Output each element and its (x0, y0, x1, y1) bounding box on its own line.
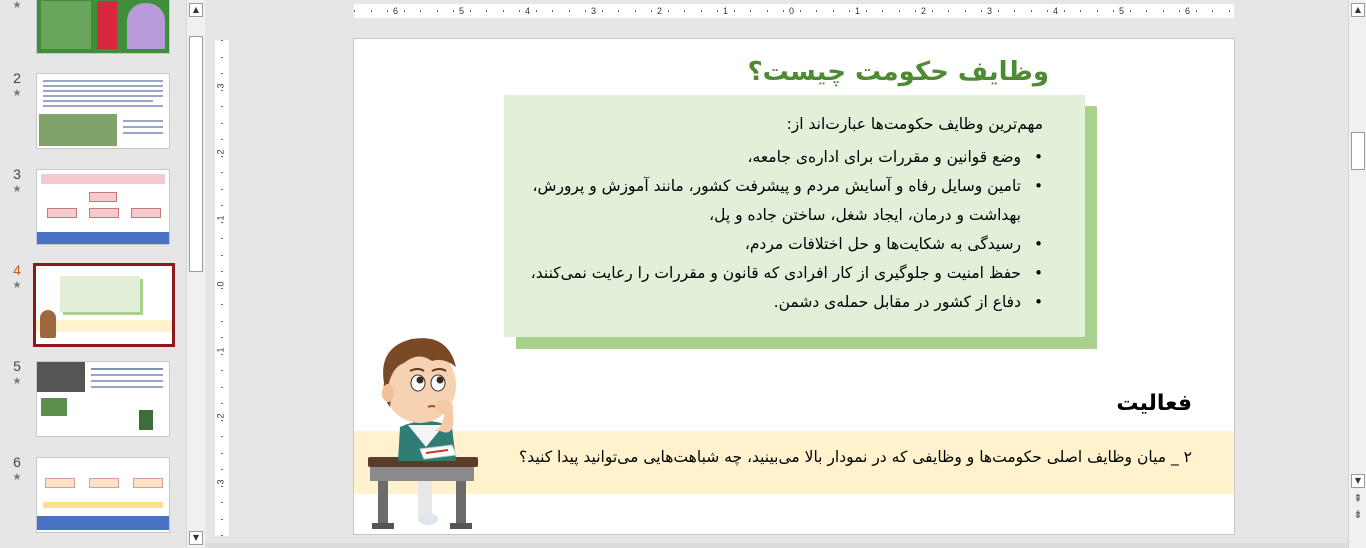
slide-canvas[interactable] (353, 38, 1235, 535)
thumbnail-star-icon: ★ (12, 280, 22, 291)
thumbnail-image (133, 478, 163, 488)
thumbnail-image (40, 310, 56, 338)
ruler-tick (701, 10, 702, 12)
ruler-label: 3 (215, 83, 226, 89)
thumbnail-image (45, 478, 75, 488)
ruler-label: 5 (1119, 6, 1125, 16)
ruler-tick (1097, 10, 1098, 12)
next-slide-icon[interactable]: ⇟ (1353, 508, 1363, 521)
ruler-tick (221, 172, 223, 173)
ruler-tick (717, 10, 718, 12)
ruler-tick (420, 10, 421, 12)
ruler-tick (932, 10, 933, 12)
ruler-tick (899, 10, 900, 12)
ruler-tick (221, 436, 223, 437)
ruler-tick (470, 10, 471, 12)
ruler-label: 4 (525, 6, 531, 16)
ruler-tick (1130, 10, 1131, 12)
ruler-tick (221, 535, 223, 536)
ruler-tick (221, 40, 223, 41)
ruler-tick (371, 10, 372, 12)
ruler-tick (437, 10, 438, 12)
ruler-tick (998, 10, 999, 12)
ruler-tick (221, 304, 223, 305)
ruler-tick (221, 156, 223, 157)
ruler-tick (221, 238, 223, 239)
ruler-label: 0 (789, 6, 795, 16)
ruler-tick (503, 10, 504, 12)
ruler-tick (668, 10, 669, 12)
slide-title[interactable]: وظایف حکومت چیست؟ (747, 57, 1049, 87)
ruler-label: 5 (459, 6, 465, 16)
thumbnail-number: 6 (13, 454, 21, 470)
ruler-tick (221, 57, 223, 58)
scroll-up-arrow-icon[interactable]: ▲ (1351, 3, 1365, 17)
ruler-tick (221, 337, 223, 338)
ruler-tick (221, 354, 223, 355)
activity-heading[interactable]: فعالیت (1116, 391, 1192, 416)
ruler-tick (221, 189, 223, 190)
ruler-tick (221, 453, 223, 454)
slide-thumbnail-5[interactable] (36, 361, 170, 437)
ruler-tick (1080, 10, 1081, 12)
slide-thumbnail-6[interactable] (36, 457, 170, 533)
thumbnail-number: 5 (13, 358, 21, 374)
ruler-tick (221, 271, 223, 272)
ruler-tick (221, 420, 223, 421)
ruler-tick (221, 205, 223, 206)
ruler-tick (552, 10, 553, 12)
ruler-tick (536, 10, 537, 12)
ruler-label: 3 (591, 6, 597, 16)
thinking-boy-illustration[interactable] (353, 327, 480, 532)
thumbnail-image (41, 398, 67, 416)
thumbnail-number: 4 (13, 262, 21, 278)
ruler-tick (1064, 10, 1065, 12)
scroll-down-arrow-icon[interactable]: ▼ (1351, 474, 1365, 488)
ruler-tick (618, 10, 619, 12)
ruler-tick (221, 90, 223, 91)
ruler-tick (221, 139, 223, 140)
ruler-tick (221, 370, 223, 371)
slide-thumbnail-1[interactable] (36, 0, 170, 54)
ruler-tick (221, 222, 223, 223)
thumbnail-image (41, 1, 91, 49)
ruler-tick (585, 10, 586, 12)
ruler-tick (635, 10, 636, 12)
thumbnail-image (60, 276, 140, 312)
ruler-tick (569, 10, 570, 12)
question-band[interactable] (354, 431, 1234, 494)
ruler-label: 1 (215, 347, 226, 353)
thumbnail-image (39, 114, 117, 146)
ruler-tick (221, 502, 223, 503)
ruler-label: 2 (921, 6, 927, 16)
thumbnail-image (139, 410, 153, 430)
ruler-tick (1047, 10, 1048, 12)
horizontal-ruler (354, 4, 1234, 18)
ruler-tick (948, 10, 949, 12)
ruler-tick (816, 10, 817, 12)
ruler-label: 6 (393, 6, 399, 16)
ruler-label: 2 (657, 6, 663, 16)
bullet-list (503, 143, 1043, 317)
thumbnail-number: 2 (13, 70, 21, 86)
ruler-tick (1212, 10, 1213, 12)
intro-text: مهم‌ترین وظایف حکومت‌ها عبارت‌اند از: (786, 115, 1043, 133)
ruler-tick (453, 10, 454, 12)
ruler-tick (1113, 10, 1114, 12)
ruler-tick (602, 10, 603, 12)
ruler-tick (1229, 10, 1230, 12)
ruler-label: 2 (215, 413, 226, 419)
ruler-tick (1031, 10, 1032, 12)
thumbnail-star-icon: ★ (12, 88, 22, 99)
thumbnail-image (47, 208, 77, 218)
thumbnail-star-icon: ★ (12, 0, 22, 11)
thumbnail-scrollbar[interactable] (186, 0, 205, 548)
slide-thumbnail-3[interactable] (36, 169, 170, 245)
list-item: • حفظ امنیت و جلوگیری از کار افرادی که قانون و مقررات را رعایت نمی‌کنند، (503, 259, 1043, 288)
thumbnail-image (97, 1, 117, 49)
ruler-tick (221, 321, 223, 322)
ruler-tick (221, 123, 223, 124)
ruler-label: 2 (215, 149, 226, 155)
ruler-tick (734, 10, 735, 12)
slide-scrollbar[interactable] (1348, 0, 1366, 548)
ruler-tick (767, 10, 768, 12)
ruler-tick (981, 10, 982, 12)
ruler-label: 4 (1053, 6, 1059, 16)
ruler-tick (849, 10, 850, 12)
list-item: • تامین وسایل رفاه و آسایش مردم و پیشرفت کشور، مانند آموزش و پرورش، بهداشت و درمان، ایجاد شغل، ساختن جاده و پل، (503, 172, 1043, 230)
ruler-tick (221, 387, 223, 388)
scrollbar-thumb[interactable] (1351, 132, 1365, 170)
question-text: ۲ _ میان وظایف اصلی حکومت‌ها و وظایفی که در نمودار بالا می‌بینید، چه شباهت‌هایی می‌توانید پیدا کنید؟ (519, 448, 1192, 466)
scroll-up-arrow-icon[interactable]: ▲ (189, 3, 203, 17)
ruler-tick (1179, 10, 1180, 12)
ruler-tick (750, 10, 751, 12)
ruler-tick (915, 10, 916, 12)
ruler-tick (221, 519, 223, 520)
ruler-tick (882, 10, 883, 12)
ruler-tick (783, 10, 784, 12)
ruler-tick (519, 10, 520, 12)
ruler-tick (486, 10, 487, 12)
status-divider (205, 543, 1348, 548)
ruler-tick (221, 106, 223, 107)
ruler-tick (965, 10, 966, 12)
ruler-label: 1 (723, 6, 729, 16)
slide-thumbnail-4[interactable] (33, 263, 175, 347)
slide-thumbnail-panel (0, 0, 186, 548)
thumbnail-star-icon: ★ (12, 472, 22, 483)
thumbnail-image (89, 208, 119, 218)
ruler-label: 3 (987, 6, 993, 16)
thumbnail-image (36, 320, 172, 332)
thumbnail-image (37, 516, 169, 530)
list-item: • دفاع از کشور در مقابل حمله‌ی دشمن. (503, 288, 1043, 317)
ruler-tick (800, 10, 801, 12)
ruler-tick (1146, 10, 1147, 12)
ruler-label: 1 (855, 6, 861, 16)
slide-thumbnail-2[interactable] (36, 73, 170, 149)
previous-slide-icon[interactable]: ⇞ (1353, 492, 1363, 505)
ruler-tick (221, 469, 223, 470)
list-item: • وضع قوانین و مقررات برای اداره‌ی جامعه، (503, 143, 1043, 172)
ruler-tick (387, 10, 388, 12)
thumbnail-image (37, 362, 85, 392)
ruler-label: 0 (215, 281, 226, 287)
thumbnail-star-icon: ★ (12, 184, 22, 195)
thumbnail-image (131, 208, 161, 218)
thumbnail-image (37, 232, 169, 244)
ruler-tick (221, 403, 223, 404)
ruler-tick (1014, 10, 1015, 12)
ruler-tick (1196, 10, 1197, 12)
ruler-tick (221, 486, 223, 487)
thumbnail-image (127, 3, 165, 49)
ruler-tick (866, 10, 867, 12)
ruler-label: 6 (1185, 6, 1191, 16)
thumbnail-image (89, 192, 117, 202)
scrollbar-thumb[interactable] (189, 36, 203, 272)
ruler-tick (221, 73, 223, 74)
thumbnail-star-icon: ★ (12, 376, 22, 387)
ruler-tick (651, 10, 652, 12)
vertical-ruler (215, 40, 229, 536)
ruler-label: 1 (215, 215, 226, 221)
ruler-tick (404, 10, 405, 12)
thumbnail-image (41, 174, 165, 184)
content-box[interactable] (504, 95, 1085, 337)
ruler-tick (684, 10, 685, 12)
ruler-tick (1163, 10, 1164, 12)
ruler-tick (354, 10, 355, 12)
scroll-down-arrow-icon[interactable]: ▼ (189, 531, 203, 545)
ruler-tick (833, 10, 834, 12)
ruler-tick (221, 288, 223, 289)
ruler-label: 3 (215, 479, 226, 485)
thumbnail-image (89, 478, 119, 488)
thumbnail-number: 3 (13, 166, 21, 182)
list-item: • رسیدگی به شکایت‌ها و حل اختلافات مردم، (503, 230, 1043, 259)
thumbnail-image (43, 502, 163, 508)
ruler-tick (221, 255, 223, 256)
